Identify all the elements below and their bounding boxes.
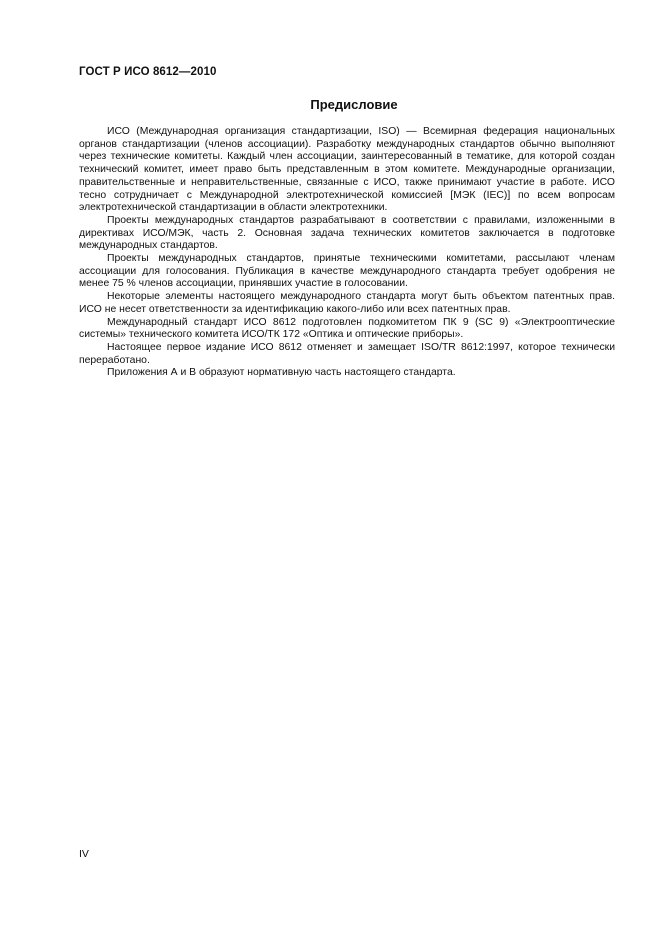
standard-code-header: ГОСТ Р ИСО 8612—2010 (79, 66, 217, 78)
paragraph-prepared-by: Международный стандарт ИСО 8612 подготовлен подкомитетом ПК 9 (SC 9) «Электрооптические системы» технического комитета ИСО/ТК 172 «Оптика и оптические приборы». (79, 316, 615, 341)
paragraph-edition: Настоящее первое издание ИСО 8612 отменяет и замещает ISO/TR 8612:1997, которое технически переработано. (79, 341, 615, 366)
page-number: IV (79, 848, 89, 860)
section-title: Предисловие (310, 97, 398, 112)
paragraph-draft-development: Проекты международных стандартов разрабатывают в соответствии с правилами, изложенными в директивах ИСО/МЭК, часть 2. Основная задача технических комитетов заключается в подготовке международных стандартов. (79, 214, 615, 252)
paragraph-iso-organization: ИСО (Международная организация стандартизации, ISO) — Всемирная федерация национальных органов стандартизации (членов ассоциации). Разработку международных стандартов обычно выполняют через технические комитеты. Каждый член ассоциации, заинтересованный в тематике, для которой создан технический комитет, имеет право быть представленным в этом комитете. Международные организации, правительственные и неправительственные, связанные с ИСО, также принимают участие в работе. ИСО тесно сотрудничает с Международной электротехнической комиссией [МЭК (IEC)] по всем вопросам электротехнической стандартизации в области электротехники. (79, 126, 615, 214)
paragraph-annexes: Приложения А и В образуют нормативную часть настоящего стандарта. (107, 367, 456, 379)
foreword-body (79, 126, 615, 380)
paragraph-patent-rights: Некоторые элементы настоящего международного стандарта могут быть объектом патентных прав. ИСО не несет ответственности за идентификацию какого-либо или всех патентных прав. (79, 291, 615, 315)
paragraph-voting: Проекты международных стандартов, принятые техническими комитетами, рассылают членам ассоциации для голосования. Публикация в качестве международного стандарта требует одобрения не менее 75 % членов ассоциации, принявших участие в голосовании. (79, 253, 615, 290)
